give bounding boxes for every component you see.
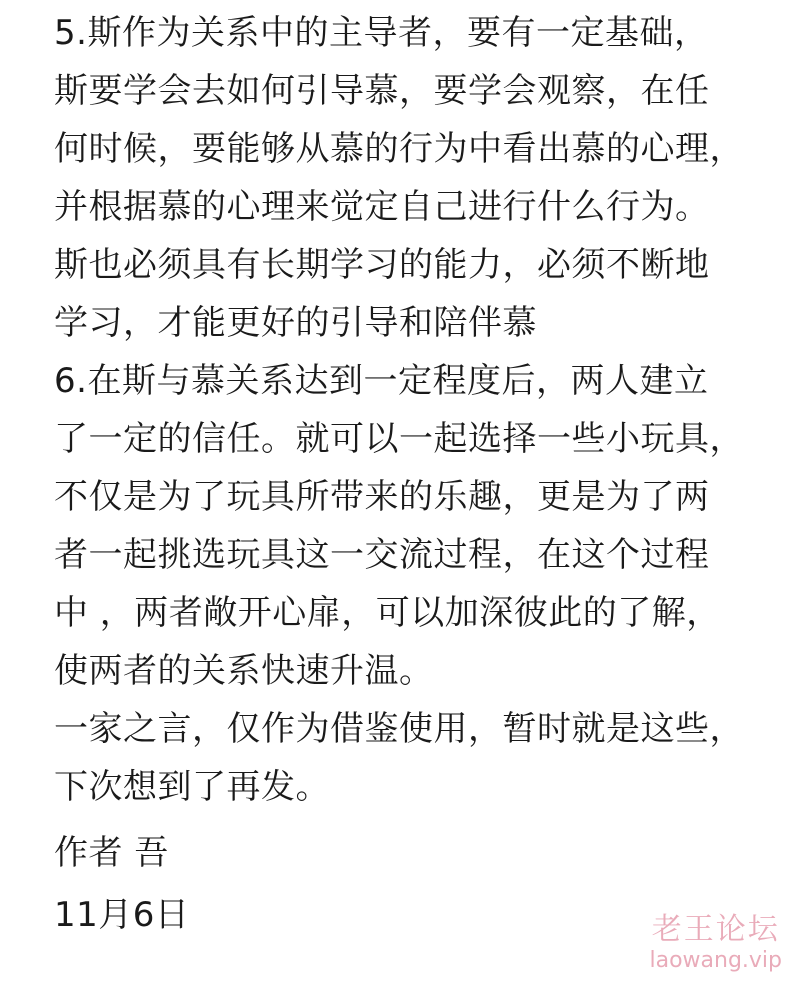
text-line: 5.斯作为关系中的主导者，要有一定基础，: [54, 13, 709, 53]
text-line: 中 ，两者敞开心扉，可以加深彼此的了解，: [54, 593, 721, 633]
text-line: 何时候，要能够从慕的行为中看出慕的心理，: [54, 129, 744, 169]
post-date: 11月6日: [54, 895, 190, 935]
text-line: 斯也必须具有长期学习的能力，必须不断地: [54, 245, 710, 285]
author-signature: 作者 吾: [54, 833, 169, 873]
article-body: [54, 4, 774, 944]
text-line: 不仅是为了玩具所带来的乐趣，更是为了两: [54, 477, 710, 517]
text-line: 了一定的信任。就可以一起选择一些小玩具，: [54, 419, 744, 459]
watermark-name: 老王论坛: [651, 912, 780, 947]
text-line: 下次想到了再发。: [54, 767, 330, 807]
text-line: 者一起挑选玩具这一交流过程，在这个过程: [54, 535, 710, 575]
site-watermark: [649, 912, 782, 974]
text-line: 并根据慕的心理来觉定自己进行什么行为。: [54, 187, 710, 227]
text-line: 一家之言，仅作为借鉴使用，暂时就是这些，: [54, 709, 744, 749]
text-line: 使两者的关系快速升温。: [54, 651, 434, 691]
text-line: 6.在斯与慕关系达到一定程度后，两人建立: [54, 361, 709, 401]
watermark-domain: laowang.vip: [649, 948, 782, 973]
text-line: 学习，才能更好的引导和陪伴慕: [54, 303, 537, 343]
text-line: 斯要学会去如何引导慕，要学会观察，在任: [54, 71, 710, 111]
